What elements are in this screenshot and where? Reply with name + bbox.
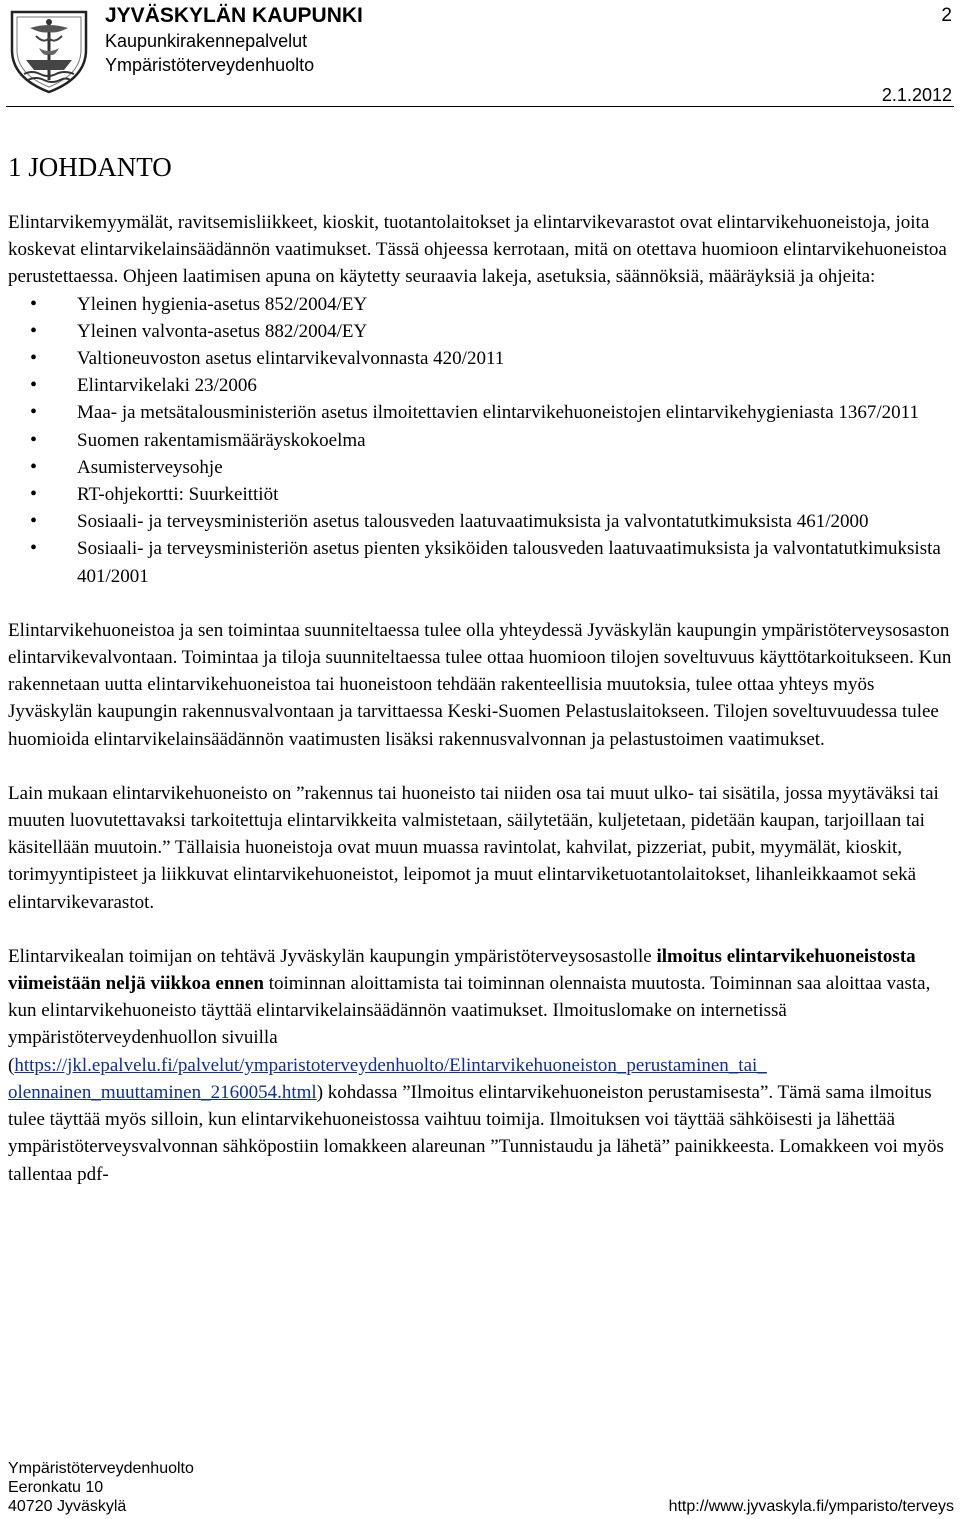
footer-city: 40720 Jyväskylä	[8, 1498, 127, 1515]
planning-paragraph: Elintarvikehuoneistoa ja sen toimintaa suunniteltaessa tulee olla yhteydessä Jyväskylän kaupungin ympäristöterveysosaston elintarvikevalvontaan. Toimintaa ja tiloja suunniteltaessa tulee ottaa huomioon tilojen soveltuvuus käyttötarkoitukseen. Kun rakennetaan uutta elintarvikehuoneistoa tai huoneistoon tehdään rakenteellisia muutoksia, tulee ottaa yhteys myös Jyväskylän kaupungin rakennusvalvontaan ja tarvittaessa Keski-Suomen Pelastuslaitokseen. Tilojen soveltuvuudessa tulee huomioida elintarvikelainsäädännön vaatimusten lisäksi rakennusvalvonnan ja pelastustoimen vaatimukset.	[8, 619, 952, 750]
notification-text-2: toiminnan aloittamista tai toiminnan olennaista muutosta. Toiminnan saa aloittaa vasta, kun elintarvikehuoneisto täyttää elintarvikelainsäädännön vaatimukset. Ilmoituslomake on internetissä ympäristöterveydenhuollon sivuilla	[8, 973, 931, 1049]
notification-text-1: Elintarvikealan toimijan on tehtävä Jyväskylän kaupungin ympäristöterveysosastolle	[8, 945, 657, 967]
footer-unit: Ympäristöterveydenhuolto	[8, 1460, 194, 1477]
notification-paragraph	[8, 943, 954, 1188]
footer-street: Eeronkatu 10	[8, 1479, 104, 1496]
footer-website: http://www.jyvaskyla.fi/ymparisto/terveys	[668, 1498, 954, 1515]
list-item: • Suomen rakentamismääräyskokoelma	[8, 427, 954, 454]
organization-name: JYVÄSKYLÄN KAUPUNKI	[105, 4, 363, 27]
header-divider	[6, 106, 954, 107]
list-item: • Asumisterveysohje	[8, 454, 954, 481]
definition-paragraph: Lain mukaan elintarvikehuoneisto on ”rakennus tai huoneisto tai niiden osa tai muut ulko- tai sisätila, jossa myytäväksi tai muuten luovutettavaksi tarkoitettuja elintarvikkeita valmistetaan, säilytetään, kuljetetaan, pidetään kaupan, tarjoillaan tai käsitellään muutoin.” Tällaisia huoneistoja ovat muun muassa ravintolat, kahvilat, pizzeriat, pubit, myymälät, kioskit, torimyyntipisteet ja liikkuvat elintarvikehuoneistot, leipomot ja muut elintarviketuotantolaitokset, lihanleikkaamot sekä elintarvikevarastot.	[8, 782, 939, 913]
list-item: • RT-ohjekortti: Suurkeittiöt	[8, 481, 954, 508]
regulation-list	[8, 291, 954, 590]
page-number: 2	[941, 5, 952, 26]
link-text-line-2: olennainen_muuttaminen_2160054.html	[8, 1081, 317, 1103]
city-coat-of-arms-icon	[6, 4, 92, 94]
notification-text-3: ) kohdassa ”Ilmoitus elintarvikehuoneiston perustamisesta”. Tämä sama ilmoitus tulee täyttää myös silloin, kun elintarvikehuoneistossa vaihtuu toimija. Ilmoituksen voi täyttää sähköisesti ja lähettää ympäristöterveysvalvonnan sähköpostiin lomakkeen alareunan ”Tunnistaudu ja lähetä” painikkeesta. Lomakkeen voi myös tallentaa pdf-	[8, 1081, 944, 1185]
section-title: 1 JOHDANTO	[8, 152, 172, 182]
list-item: • Valtioneuvoston asetus elintarvikevalvonnasta 420/2011	[8, 345, 954, 372]
list-item: • Yleinen hygienia-asetus 852/2004/EY	[8, 291, 954, 318]
list-item: • Sosiaali- ja terveysministeriön asetus pienten yksiköiden talousveden laatuvaatimuksista ja valvontatutkimuksista 401/2001	[8, 535, 954, 589]
intro-paragraph: Elintarvikemyymälät, ravitsemisliikkeet, kioskit, tuotantolaitokset ja elintarvikevarastot ovat elintarvikehuoneistoja, joita koskevat elintarvikelainsäädännön vaatimukset. Tässä ohjeessa kerrotaan, mitä on otettava huomioon elintarvikehuoneistoa perustettaessa. Ohjeen laatimisen apuna on käytetty seuraavia lakeja, asetuksia, säännöksiä, määräyksiä ja ohjeita:	[8, 212, 947, 288]
link-text-line-1: https://jkl.epalvelu.fi/palvelut/ymparistoterveydenhuolto/Elintarvikehuoneiston_perustaminen_tai_	[14, 1054, 767, 1076]
list-item: • Maa- ja metsätalousministeriön asetus ilmoitettavien elintarvikehuoneistojen elintarvikehygieniasta 1367/2011	[8, 399, 954, 426]
notification-deadline: ilmoitus elintarvikehuoneistosta viimeistään neljä viikkoa ennen	[8, 945, 916, 995]
link-open-paren: (	[8, 1054, 15, 1076]
department-name: Kaupunkirakennepalvelut	[105, 31, 308, 51]
list-item: • Sosiaali- ja terveysministeriön asetus talousveden laatuvaatimuksista ja valvontatutkimuksista 461/2000	[8, 508, 954, 535]
document-body	[8, 150, 954, 1188]
list-item: • Elintarvikelaki 23/2006	[8, 372, 954, 399]
list-item: • Yleinen valvonta-asetus 882/2004/EY	[8, 318, 954, 345]
page-footer	[8, 1459, 954, 1516]
page-header	[0, 0, 960, 108]
unit-name: Ympäristöterveydenhuolto	[105, 55, 315, 75]
document-date: 2.1.2012	[881, 85, 952, 105]
